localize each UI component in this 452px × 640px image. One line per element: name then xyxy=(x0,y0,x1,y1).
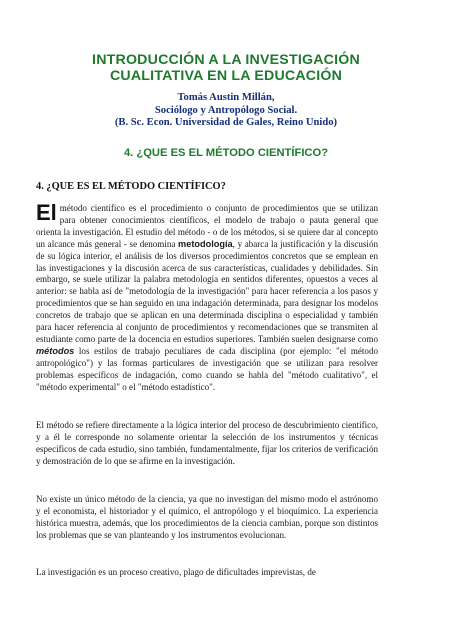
author-degree: (B. Sc. Econ. Universidad de Gales, Reino Unido) xyxy=(114,117,338,128)
paragraph-1 xyxy=(36,200,378,394)
author-role: Sociólogo y Antropólogo Social. xyxy=(154,104,298,116)
paragraph-2: El método se refiere directamente a la lógica interior del proceso de descubrimiento científico, y a él le corresponde no solamente orientar la selección de los instrumentos y técnicas específicos de cada estudio, sino también, fundamentalmente, fijar los criterios de verificación y demostración de lo que se afirme en la investigación. xyxy=(36,420,378,466)
keyword-metodos: métodos xyxy=(36,345,75,356)
author-name: Tomás Austin Millán, xyxy=(177,92,275,103)
paragraph-1-text-b: , y abarca la justificación y la discusión de su lógica interior, el análisis de los diversos procedimientos concretos que se emplean en las investigaciones y la discusión acerca de sus características, cualidades y debilidades. Sin embargo, se suele utilizar la palabra metodología en sentidos diferentes, opuestos a veces al anterior: se habla así de "metodología de la investigación" para hacer referencia a los pasos y procedimientos que se han seguido en una indagación determinada, para designar los modelos concretos de trabajo que se aplican en una determinada disciplina o especialidad y también para hacer referencia al conjunto de procedimientos y recomendaciones que se transmiten al estudiante como parte de la docencia en estudios superiores. También suelen designarse como xyxy=(36,238,378,344)
keyword-metodologia: metodología xyxy=(178,238,233,249)
sub-heading: 4. ¿QUE ES EL MÉTODO CIENTÍFICO? xyxy=(36,181,226,192)
document-title xyxy=(0,52,452,84)
paragraph-4: La investigación es un proceso creativo, plago de dificultades imprevistas, de xyxy=(36,567,316,577)
author-block xyxy=(0,92,452,130)
drop-cap: El xyxy=(36,200,57,225)
title-line-2: CUALITATIVA EN LA EDUCACIÓN xyxy=(109,68,343,84)
section-heading: 4. ¿QUE ES EL MÉTODO CIENTÍFICO? xyxy=(123,147,329,159)
paragraph-1-text-c: los estilos de trabajo peculiares de cada disciplina (por ejemplo: "el método antropológico") y las formas particulares de investigación que se utilizan para resolver problemas específicos de indagación, como cuando se habla del "método cualitativo", el "método experimental" o el "método estadístico". xyxy=(36,345,378,392)
title-line-1: INTRODUCCIÓN A LA INVESTIGACIÓN xyxy=(92,52,360,68)
paragraph-1-text-a: método científico es el procedimiento o conjunto de procedimientos que se utilizan para obtener conocimientos científicos, el modelo de trabajo o pauta general que orienta la investigación. El estudio del método - o de los métodos, si se quiere dar al concepto un alcance más general - se denomina xyxy=(36,203,378,249)
paragraph-3: No existe un único método de la ciencia, ya que no investigan del mismo modo el astrónomo y el economista, el historiador y el químico, el antropólogo y el bioquímico. La experiencia histórica muestra, además, que los procedimientos de la ciencia cambian, porque son distintos los problemas que se van planteando y los instrumentos evolucionan. xyxy=(36,494,378,540)
